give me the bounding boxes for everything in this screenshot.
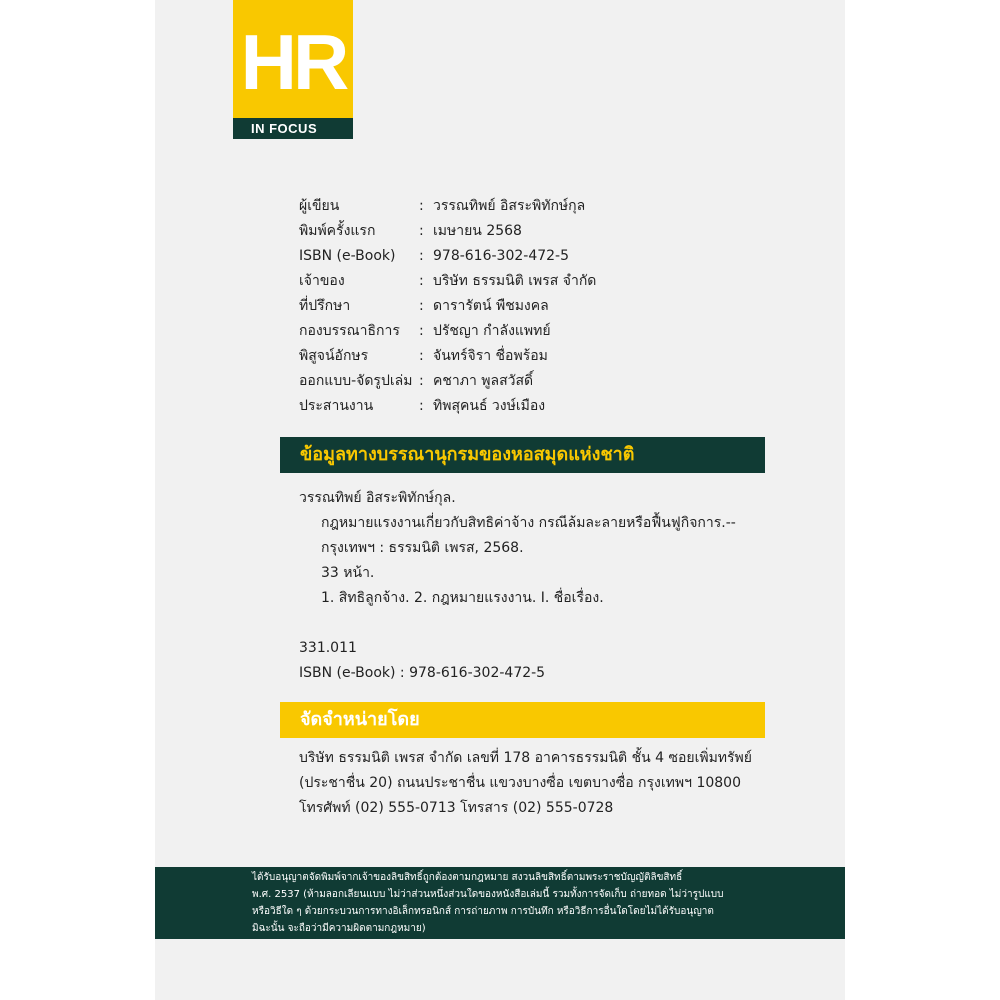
credit-value: วรรณทิพย์ อิสระพิทักษ์กุล	[433, 198, 586, 214]
credit-colon: :	[419, 223, 424, 239]
copyright-notice	[155, 867, 845, 939]
credit-label: ISBN (e-Book)	[299, 248, 396, 264]
cip-block	[299, 486, 736, 686]
credit-row-proofreader	[299, 344, 596, 369]
credit-label: พิสูจน์อักษร	[299, 348, 369, 364]
credit-value: ทิพสุคนธ์ วงษ์เมือง	[433, 398, 546, 414]
hr-in-focus-logo	[233, 0, 353, 139]
credit-row-editorial	[299, 319, 596, 344]
credit-label: ผู้เขียน	[299, 198, 340, 214]
credit-value: 978-616-302-472-5	[433, 248, 570, 264]
credit-label: ออกแบบ-จัดรูปเล่ม	[299, 373, 413, 389]
cip-line: กฎหมายแรงงานเกี่ยวกับสิทธิค่าจ้าง กรณีล้มละลายหรือฟื้นฟูกิจการ.--	[321, 515, 736, 531]
copyright-line: มิฉะนั้น จะถือว่ามีความผิดตามกฎหมาย)	[252, 923, 426, 934]
credit-colon: :	[419, 398, 424, 414]
cip-line: กรุงเทพฯ : ธรรมนิติ เพรส, 2568.	[321, 540, 524, 556]
credit-label: กองบรรณาธิการ	[299, 323, 400, 339]
distribution-line: โทรศัพท์ (02) 555-0713 โทรสาร (02) 555-0728	[299, 800, 614, 816]
credit-label: ประสานงาน	[299, 398, 374, 414]
logo-title: HR	[240, 18, 346, 106]
cip-isbn: ISBN (e-Book) : 978-616-302-472-5	[299, 665, 546, 681]
cip-line: 33 หน้า.	[321, 565, 375, 581]
copyright-line: พ.ศ. 2537 (ห้ามลอกเลียนแบบ ไม่ว่าส่วนหนึ่งส่วนใดของหนังสือเล่มนี้ รวมทั้งการจัดเก็บ ถ่ายทอด ไม่ว่ารูปแบบ	[252, 889, 724, 900]
cip-line: 1. สิทธิลูกจ้าง. 2. กฎหมายแรงงาน. I. ชื่อเรื่อง.	[321, 590, 604, 606]
cip-author: วรรณทิพย์ อิสระพิทักษ์กุล.	[299, 490, 456, 506]
distribution-line: (ประชาชื่น 20) ถนนประชาชื่น แขวงบางซื่อ เขตบางซื่อ กรุงเทพฯ 10800	[299, 775, 741, 791]
credit-colon: :	[419, 323, 424, 339]
credit-row-design	[299, 369, 596, 394]
cip-heading: ข้อมูลทางบรรณานุกรมของหอสมุดแห่งชาติ	[280, 437, 765, 473]
credit-row-author	[299, 194, 596, 219]
credit-value: เมษายน 2568	[433, 223, 522, 239]
credit-value: คชาภา พูลสวัสดิ์	[433, 373, 534, 389]
credit-colon: :	[419, 248, 424, 264]
credit-row-owner	[299, 269, 596, 294]
credit-label: ที่ปรึกษา	[299, 298, 351, 314]
credit-row-isbn	[299, 244, 596, 269]
cip-spacer	[299, 611, 736, 636]
credit-colon: :	[419, 198, 424, 214]
copyright-line: ได้รับอนุญาตจัดพิมพ์จากเจ้าของลิขสิทธิ์ถูกต้องตามกฎหมาย สงวนลิขสิทธิ์ตามพระราชบัญญัติลิขสิทธิ์	[252, 872, 683, 883]
credit-value: ปรัชญา กำลังแพทย์	[433, 323, 551, 339]
credit-row-coordinator	[299, 394, 596, 419]
distribution-block	[299, 746, 769, 821]
credit-value: บริษัท ธรรมนิติ เพรส จำกัด	[433, 273, 597, 289]
distribution-heading: จัดจำหน่ายโดย	[280, 702, 765, 738]
credit-colon: :	[419, 373, 424, 389]
distribution-line: บริษัท ธรรมนิติ เพรส จำกัด เลขที่ 178 อาคารธรรมนิติ ชั้น 4 ซอยเพิ่มทรัพย์	[299, 750, 752, 766]
credit-label: พิมพ์ครั้งแรก	[299, 223, 376, 239]
cip-classification: 331.011	[299, 640, 357, 656]
credit-value: จันทร์จิรา ชื่อพร้อม	[433, 348, 548, 364]
credit-row-first-print	[299, 219, 596, 244]
credit-colon: :	[419, 298, 424, 314]
credit-value: ดารารัตน์ พืชมงคล	[433, 298, 549, 314]
credit-row-advisor	[299, 294, 596, 319]
credits-list	[299, 194, 596, 419]
credit-label: เจ้าของ	[299, 273, 345, 289]
logo-subtitle: IN FOCUS	[233, 118, 353, 139]
credit-colon: :	[419, 273, 424, 289]
credit-colon: :	[419, 348, 424, 364]
copyright-line: หรือวิธีใด ๆ ด้วยกระบวนการทางอิเล็กทรอนิกส์ การถ่ายภาพ การบันทึก หรือวิธีการอื่นใดโดยไม่ได้รับอนุญาต	[252, 906, 714, 917]
